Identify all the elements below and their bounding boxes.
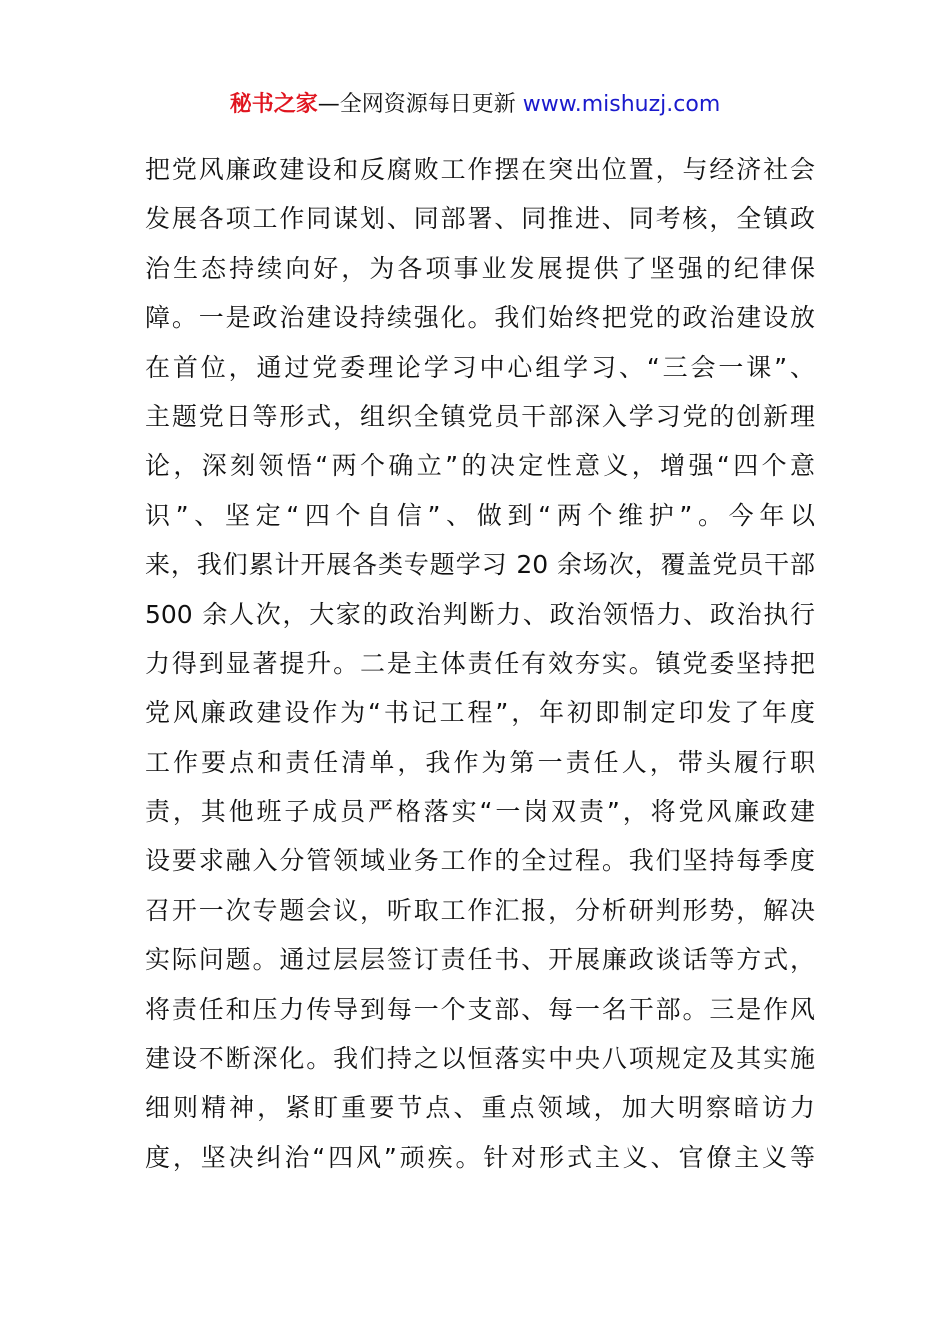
body-line: 治生态持续向好，为各项事业发展提供了坚强的纪律保 (145, 253, 815, 283)
body-line: 把党风廉政建设和反腐败工作摆在突出位置，与经济社会 (145, 155, 815, 184)
body-line: 力得到显著提升。二是主体责任有效夯实。镇党委坚持把 (145, 648, 815, 678)
body-line: 召开一次专题会议，听取工作汇报，分析研判形势，解决 (145, 895, 815, 925)
document-body (145, 145, 815, 1182)
site-header (0, 88, 950, 122)
brand-name: 秘书之家 (229, 92, 318, 117)
header-tagline: —全网资源每日更新 (317, 92, 516, 117)
body-line: 细则精神，紧盯重要节点、重点领域，加大明察暗访力 (145, 1093, 815, 1123)
site-url-link[interactable]: www.mishuzj.com (522, 92, 721, 117)
body-line: 障。一是政治建设持续强化。我们始终把党的政治建设放 (145, 303, 815, 333)
body-line: 实际问题。通过层层签订责任书、开展廉政谈话等方式， (145, 945, 815, 975)
body-line: 500 余人次，大家的政治判断力、政治领悟力、政治执行 (145, 599, 815, 629)
body-line: 识”、坚定“四个自信”、做到“两个维护”。今年以 (145, 500, 815, 530)
body-line: 来，我们累计开展各类专题学习 20 余场次，覆盖党员干部 (145, 550, 815, 580)
body-line: 建设不断深化。我们持之以恒落实中央八项规定及其实施 (145, 1044, 815, 1074)
body-line: 发展各项工作同谋划、同部署、同推进、同考核，全镇政 (145, 204, 815, 234)
body-line: 论，深刻领悟“两个确立”的决定性意义，增强“四个意 (145, 451, 815, 481)
body-line: 在首位，通过党委理论学习中心组学习、“三会一课”、 (145, 352, 815, 382)
body-line: 度，坚决纠治“四风”顽疾。针对形式主义、官僚主义等 (145, 1142, 815, 1172)
body-line: 将责任和压力传导到每一个支部、每一名干部。三是作风 (145, 994, 815, 1024)
body-line: 党风廉政建设作为“书记工程”，年初即制定印发了年度 (145, 698, 815, 728)
body-line: 工作要点和责任清单，我作为第一责任人，带头履行职 (145, 747, 815, 777)
body-line: 责，其他班子成员严格落实“一岗双责”，将党风廉政建 (145, 797, 815, 827)
body-line: 设要求融入分管领域业务工作的全过程。我们坚持每季度 (145, 846, 815, 876)
body-line: 主题党日等形式，组织全镇党员干部深入学习党的创新理 (145, 401, 815, 431)
